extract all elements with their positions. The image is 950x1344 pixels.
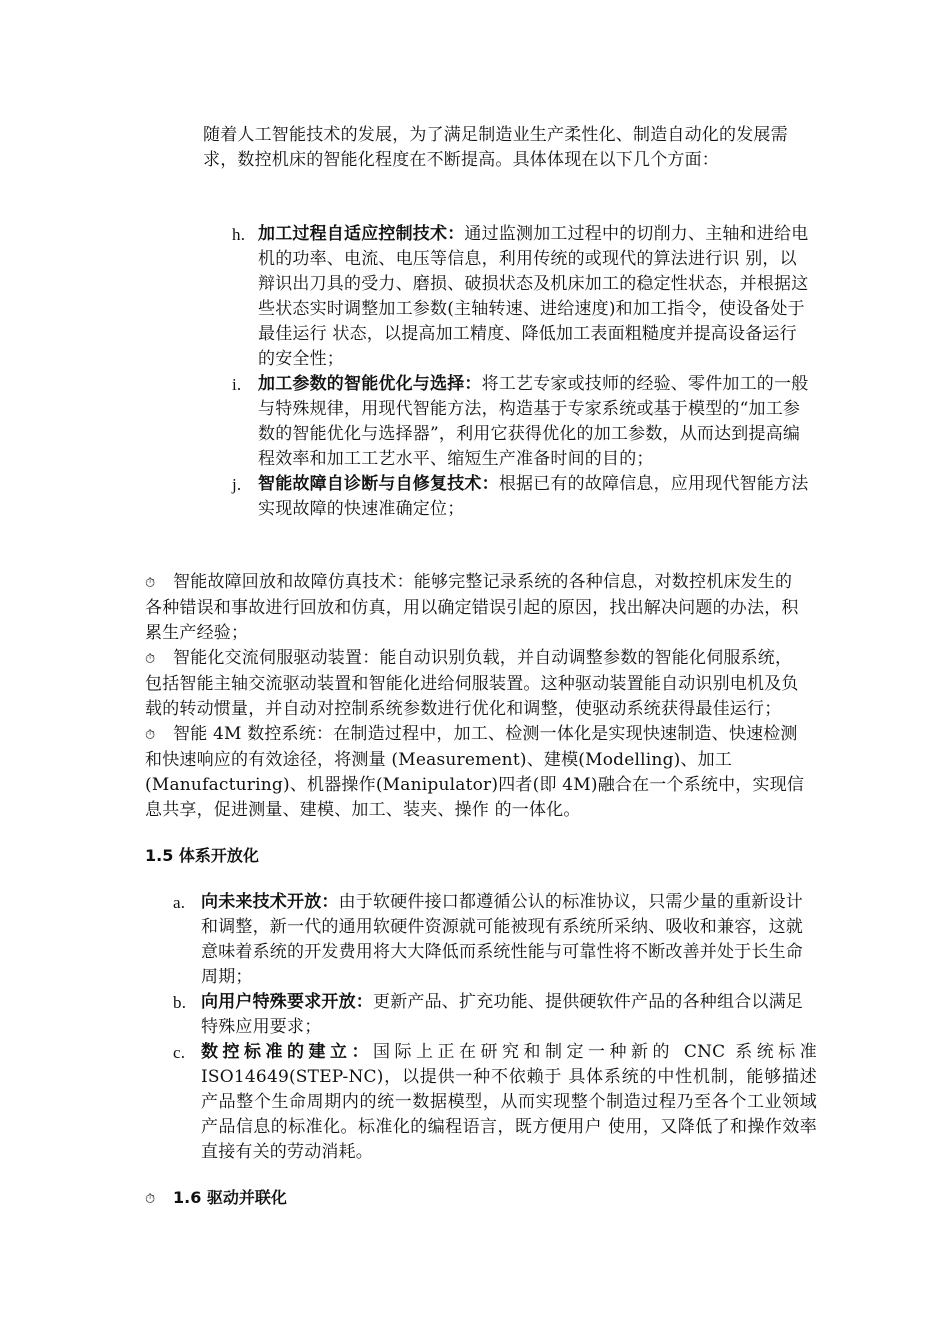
item-title: 加工过程自适应控制技术：: [258, 224, 465, 244]
list-marker: a.: [173, 893, 186, 912]
bullet-text: 智能 4M 数控系统：在制造过程中，加工、检测一体化是实现快速制造、快速检测和快速响应的有效途径，将测量 (Measurement)、建模(Modelling)、加工 (Manufacturing)、机器操作(Manipulator)四者(即 4M)融合在一个系统中，实现信息共享，促进测量、建模、加工、装夹、操作 的一体化。: [145, 724, 805, 820]
item-title: 向未来技术开放：: [201, 892, 339, 912]
item-text: 国际上正在研究和制定一种新的 CNC 系统标准 ISO14649(STEP-NC)，以提供一种不依赖于 具体系统的中性机制，能够描述产品整个生命周期内的统一数据模型，从而实现整个制造过程乃至各个工业领域产品信息的标准化。标准化的编程语言，既方便用户 使用，又降低了和操作效率直接有关的劳动消耗。: [201, 1042, 817, 1162]
list-marker: c.: [173, 1043, 186, 1062]
clock-icon: ⏱: [145, 576, 156, 591]
heading-text: 1.6 驱动并联化: [173, 1188, 287, 1207]
open-system-list: [173, 890, 817, 1165]
list-item: [232, 222, 810, 372]
bullet-paragraph: [145, 646, 805, 722]
clock-icon: ⏱: [145, 1192, 156, 1207]
intro-paragraph: 随着人工智能技术的发展，为了满足制造业生产柔性化、制造自动化的发展需求，数控机床的智能化程度在不断提高。具体体现在以下几个方面：: [203, 125, 788, 170]
item-title: 数控标准的建立：: [201, 1042, 373, 1062]
list-marker: b.: [173, 993, 187, 1012]
item-text: 根据已有的故障信息，应用现代智能方法实现故障的快速准确定位；: [258, 474, 809, 519]
list-item: [173, 1040, 817, 1165]
item-text: 由于软硬件接口都遵循公认的标准协议，只需少量的重新设计和调整，新一代的通用软硬件资源就可能被现有系统所采纳、吸收和兼容，这就意味着系统的开发费用将大大降低而系统性能与可靠性将不断改善并处于长生命周期；: [201, 892, 804, 987]
section-heading-1-5: 1.5 体系开放化: [145, 846, 259, 865]
list-item: [173, 890, 817, 990]
list-item: [173, 990, 817, 1040]
intelligent-feature-list: [232, 222, 810, 522]
item-title: 智能故障自诊断与自修复技术：: [258, 474, 499, 494]
bullet-paragraph: [145, 722, 805, 823]
list-marker: i.: [232, 375, 242, 394]
bullet-paragraph: [145, 570, 805, 646]
clock-icon: ⏱: [145, 728, 156, 743]
bullet-text: 智能化交流伺服驱动装置：能自动识别负载，并自动调整参数的智能化伺服系统，包括智能主轴交流驱动装置和智能化进给伺服装置。这种驱动装置能自动识别电机及负载的转动惯量，并自动对控制系统参数进行优化和调整，使驱动系统获得最佳运行；: [145, 648, 799, 719]
bullet-text: 智能故障回放和故障仿真技术：能够完整记录系统的各种信息，对数控机床发生的各种错误和事故进行回放和仿真，用以确定错误引起的原因，找出解决问题的办法，积累生产经验；: [145, 572, 799, 643]
list-marker: j.: [232, 475, 242, 494]
item-title: 加工参数的智能优化与选择：: [258, 374, 482, 394]
list-marker: h.: [232, 225, 246, 244]
bullet-paragraphs: [145, 570, 805, 823]
item-text: 将工艺专家或技师的经验、零件加工的一般与特殊规律，用现代智能方法，构造基于专家系统或基于模型的“加工参数的智能优化与选择器”，利用它获得优化的加工参数，从而达到提高编程效率和加工工艺水平、缩短生产准备时间的目的；: [258, 374, 809, 469]
list-item: [232, 372, 810, 472]
item-text: 更新产品、扩充功能、提供硬软件产品的各种组合以满足特殊应用要求；: [201, 992, 803, 1037]
list-item: [232, 472, 810, 522]
clock-icon: ⏱: [145, 652, 156, 667]
item-title: 向用户特殊要求开放：: [201, 992, 373, 1012]
section-heading-1-6: [145, 1187, 287, 1211]
item-text: 通过监测加工过程中的切削力、主轴和进给电机的功率、电流、电压等信息，利用传统的或现代的算法进行识 别，以辩识出刀具的受力、磨损、破损状态及机床加工的稳定性状态，并根据这些状态实时调整加工参数(主轴转速、进给速度)和加工指令，使设备处于最佳运行 状态，以提高加工精度、降低加工表面粗糙度并提高设备运行的安全性；: [258, 224, 809, 369]
